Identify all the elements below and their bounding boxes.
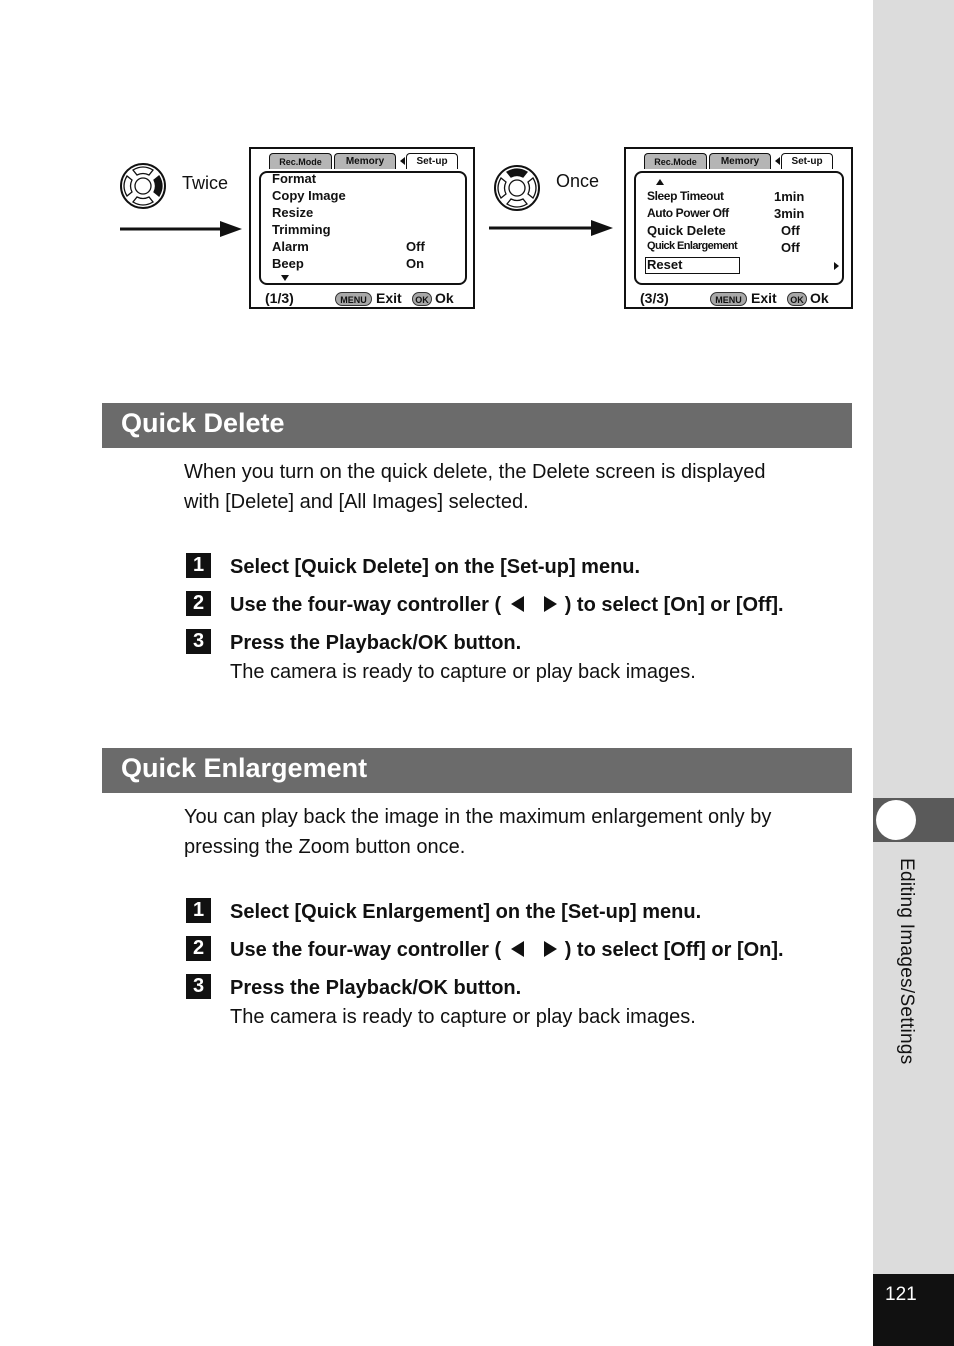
- ok-label: Ok: [435, 290, 454, 306]
- menu-item-alarm: Alarm: [272, 239, 309, 254]
- intro-line: You can play back the image in the maximum enlargement only by: [184, 806, 772, 828]
- tab-left-arrow-icon: [400, 157, 405, 165]
- menu-item-auto-power-off: Auto Power Off: [647, 206, 729, 220]
- menu-item-sleep-timeout: Sleep Timeout: [647, 189, 724, 203]
- page-number: 121: [885, 1284, 917, 1305]
- chapter-tab-circle: [876, 800, 916, 840]
- submenu-arrow-icon: [834, 262, 839, 270]
- tab-memory: Memory: [334, 153, 396, 169]
- four-way-controller-icon: [119, 162, 167, 210]
- step-subtext: The camera is ready to capture or play back images.: [230, 1006, 696, 1028]
- step-text-pre: Use the four-way controller (: [230, 594, 502, 616]
- step-text-post: ) to select [Off] or [On].: [564, 939, 784, 961]
- tab-setup: Set-up: [781, 153, 833, 169]
- step-text: Press the Playback/OK button.: [230, 977, 522, 999]
- section-intro: [184, 803, 864, 862]
- chapter-sidebar: [873, 0, 954, 1346]
- arrow-right-icon: [489, 218, 613, 238]
- ok-button-icon: OK: [787, 292, 807, 306]
- scroll-down-icon: [281, 275, 289, 281]
- step-text: Select [Quick Delete] on the [Set-up] menu.: [230, 556, 641, 578]
- left-arrow-icon: [511, 596, 524, 612]
- right-arrow-icon: [544, 941, 557, 957]
- ok-label: Ok: [810, 290, 829, 306]
- page-indicator: (3/3): [640, 290, 669, 306]
- menu-item-beep: Beep: [272, 256, 304, 271]
- section-title: Quick Enlargement: [121, 753, 368, 783]
- tab-left-arrow-icon: [775, 157, 780, 165]
- intro-line: pressing the Zoom button once.: [184, 835, 466, 858]
- exit-label: Exit: [376, 290, 402, 306]
- menu-item-trimming: Trimming: [272, 222, 331, 237]
- exit-label: Exit: [751, 290, 777, 306]
- menu-value-quick-delete: Off: [781, 223, 800, 238]
- ok-button-icon: OK: [412, 292, 432, 306]
- menu-item-reset: Reset: [647, 257, 683, 272]
- menu-item-format: Format: [272, 171, 317, 186]
- tab-setup: Set-up: [406, 153, 458, 169]
- step-text: [230, 594, 784, 617]
- step-number-badge: 2: [186, 936, 211, 961]
- tab-memory: Memory: [709, 153, 771, 169]
- arrow-right-icon: [120, 219, 242, 239]
- step-number-badge: 1: [186, 898, 211, 923]
- menu-value-beep: On: [406, 256, 425, 271]
- menu-item-quick-enlargement: Quick Enlargement: [647, 240, 738, 252]
- step-text: [230, 939, 784, 962]
- section-title: Quick Delete: [121, 408, 285, 438]
- intro-line: with [Delete] and [All Images] selected.: [184, 490, 529, 513]
- step-text: Press the Playback/OK button.: [230, 632, 522, 654]
- chapter-title: Editing Images/Settings: [896, 858, 917, 1065]
- left-arrow-icon: [511, 941, 524, 957]
- step-number-badge: 1: [186, 553, 211, 578]
- tab-rec-mode: Rec.Mode: [644, 153, 707, 169]
- section-header-quick-delete: [102, 403, 852, 448]
- section-header-quick-enlargement: [102, 748, 852, 793]
- step-number-badge: 3: [186, 974, 211, 999]
- step-number-badge: 3: [186, 629, 211, 654]
- scroll-up-icon: [656, 179, 664, 185]
- step-number-badge: 2: [186, 591, 211, 616]
- tab-rec-mode: Rec.Mode: [269, 153, 332, 169]
- menu-button-icon: MENU: [710, 292, 747, 306]
- four-way-controller-icon: [493, 164, 541, 212]
- camera-screen-setup-page3: [624, 147, 853, 309]
- menu-value-alarm: Off: [406, 239, 425, 254]
- menu-value-auto-power-off: 3min: [774, 206, 805, 221]
- twice-label: Twice: [182, 173, 229, 193]
- menu-button-icon: MENU: [335, 292, 372, 306]
- camera-screen-setup-page1: [249, 147, 475, 309]
- menu-value-quick-enlargement: Off: [781, 240, 800, 255]
- menu-item-resize: Resize: [272, 205, 314, 220]
- step-text: Select [Quick Enlargement] on the [Set-up] menu.: [230, 901, 702, 923]
- right-arrow-icon: [544, 596, 557, 612]
- section-intro: [184, 458, 864, 517]
- intro-line: When you turn on the quick delete, the Delete screen is displayed: [184, 461, 766, 483]
- menu-item-copy-image: Copy Image: [272, 188, 346, 203]
- menu-item-quick-delete: Quick Delete: [647, 223, 726, 238]
- step-text-post: ) to select [On] or [Off].: [564, 594, 784, 616]
- step-subtext: The camera is ready to capture or play back images.: [230, 661, 696, 683]
- page-indicator: (1/3): [265, 290, 294, 306]
- step-text-pre: Use the four-way controller (: [230, 939, 502, 961]
- once-label: Once: [556, 171, 600, 191]
- menu-value-sleep-timeout: 1min: [774, 189, 805, 204]
